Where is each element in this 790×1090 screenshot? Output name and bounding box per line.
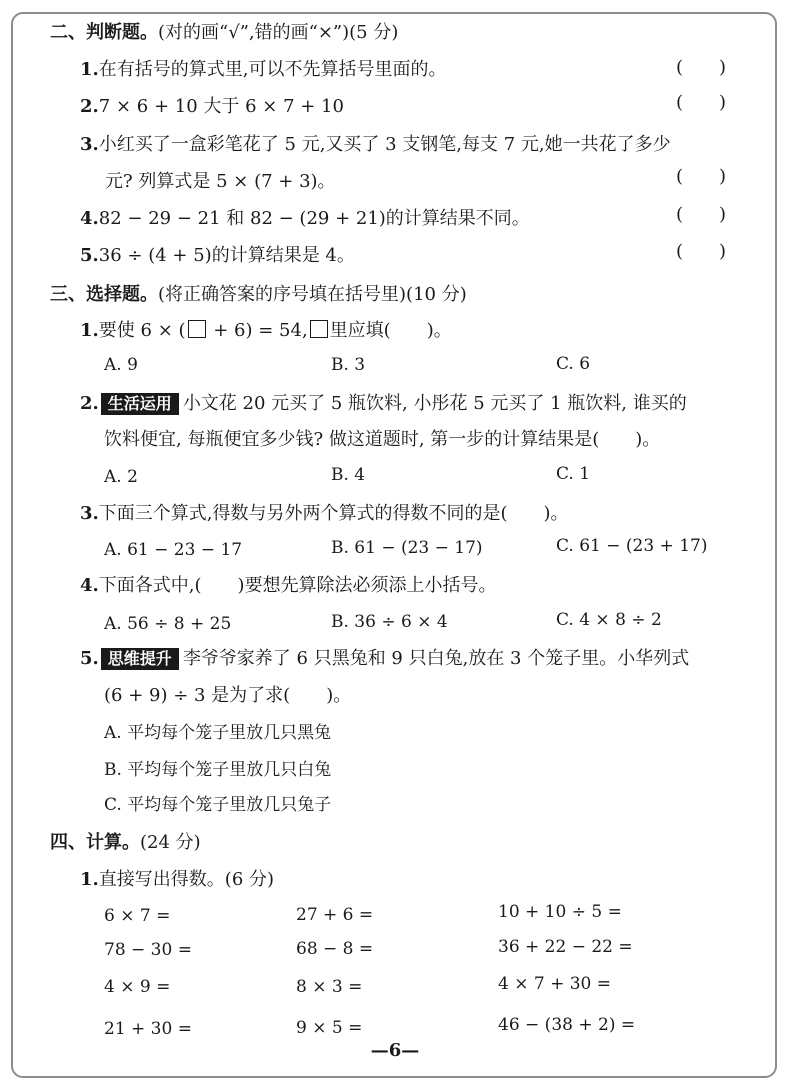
q5-text: 李爷爷家养了 6 只黑兔和 9 只白兔,放在 3 个笼子里。小华列式	[182, 648, 690, 669]
item-number: 5.	[80, 245, 99, 266]
option-a[interactable]: A. 平均每个笼子里放几只黑兔	[104, 723, 332, 743]
judge-item-3	[80, 133, 671, 157]
blank-box-icon	[188, 320, 206, 338]
calc-q1	[80, 868, 274, 892]
calc-expr[interactable]: 10 + 10 ÷ 5 =	[498, 902, 622, 922]
q3-text: 下面三个算式,得数与另外两个算式的得数不同的是( )。	[98, 503, 569, 524]
item-text: 82 − 29 − 21 和 82 − (29 + 21)的计算结果不同。	[98, 208, 530, 229]
answer-paren[interactable]: ( )	[676, 92, 727, 113]
item-number: 1.	[80, 320, 99, 341]
judge-item-1	[80, 58, 447, 82]
option-a[interactable]: A. 61 − 23 − 17	[104, 540, 243, 560]
item-number: 3.	[80, 134, 99, 155]
calc-expr[interactable]: 27 + 6 =	[296, 905, 374, 925]
answer-paren[interactable]: ( )	[676, 204, 727, 225]
choice-q4	[80, 574, 497, 598]
option-c[interactable]: C. 平均每个笼子里放几只兔子	[104, 795, 332, 815]
section4-title: 四、计算。	[50, 832, 140, 853]
option-a[interactable]: A. 9	[104, 355, 138, 375]
choice-q3	[80, 502, 569, 526]
section2-heading	[50, 21, 398, 45]
section2-title: 二、判断题。	[50, 22, 158, 43]
page-number: —6—	[370, 1040, 420, 1061]
item-number: 2.	[80, 393, 99, 414]
choice-q2-cont: 饮料便宜, 每瓶便宜多少钱? 做这道题时, 第一步的计算结果是( )。	[104, 429, 661, 450]
section4-subtitle: (24 分)	[140, 832, 201, 853]
option-a[interactable]: A. 56 ÷ 8 + 25	[104, 614, 232, 634]
choice-q5-cont: (6 + 9) ÷ 3 是为了求( )。	[104, 685, 352, 706]
option-c[interactable]: C. 61 − (23 + 17)	[556, 536, 708, 556]
option-c[interactable]: C. 4 × 8 ÷ 2	[556, 610, 662, 630]
option-b[interactable]: B. 36 ÷ 6 × 4	[331, 612, 448, 632]
calc-expr[interactable]: 36 + 22 − 22 =	[498, 937, 633, 957]
judge-item-4	[80, 207, 530, 231]
option-b[interactable]: B. 3	[331, 355, 366, 375]
item-text: 小红买了一盒彩笔花了 5 元,又买了 3 支钢笔,每支 7 元,她一共花了多少	[98, 134, 671, 155]
thinking-boost-tag: 思维提升	[101, 648, 179, 670]
choice-q2	[80, 392, 687, 416]
option-c[interactable]: C. 6	[556, 354, 591, 374]
answer-paren[interactable]: ( )	[676, 166, 727, 187]
calc-expr[interactable]: 78 − 30 =	[104, 940, 192, 960]
section4-heading	[50, 831, 201, 855]
option-c[interactable]: C. 1	[556, 464, 591, 484]
item-number: 4.	[80, 208, 99, 229]
calc-expr[interactable]: 4 × 7 + 30 =	[498, 974, 612, 994]
choice-q1	[80, 319, 452, 343]
q2-text: 小文花 20 元买了 5 瓶饮料, 小彤花 5 元买了 1 瓶饮料, 谁买的	[182, 393, 687, 414]
section2-subtitle: (对的画“√”,错的画“×”)(5 分)	[158, 22, 399, 43]
section3-heading	[50, 283, 467, 307]
section3-title: 三、选择题。	[50, 284, 158, 305]
life-application-tag: 生活运用	[101, 393, 179, 415]
option-b[interactable]: B. 61 − (23 − 17)	[331, 538, 483, 558]
q4-text: 下面各式中,( )要想先算除法必须添上小括号。	[98, 575, 497, 596]
calc-expr[interactable]: 9 × 5 =	[296, 1018, 363, 1038]
calc-expr[interactable]: 46 − (38 + 2) =	[498, 1015, 636, 1035]
item-text: 7 × 6 + 10 大于 6 × 7 + 10	[98, 96, 344, 117]
option-a[interactable]: A. 2	[104, 467, 138, 487]
calc-expr[interactable]: 21 + 30 =	[104, 1019, 192, 1039]
calc-expr[interactable]: 4 × 9 =	[104, 977, 171, 997]
q1-text-a: 要使 6 × (	[98, 320, 186, 341]
answer-paren[interactable]: ( )	[676, 57, 727, 78]
option-b[interactable]: B. 平均每个笼子里放几只白兔	[104, 760, 332, 780]
item-number: 3.	[80, 503, 99, 524]
judge-item-3-cont: 元? 列算式是 5 × (7 + 3)。	[105, 171, 336, 192]
item-text: 在有括号的算式里,可以不先算括号里面的。	[98, 59, 447, 80]
calc-q1-text: 直接写出得数。(6 分)	[98, 869, 275, 890]
choice-q5	[80, 647, 689, 671]
q1-text-c: 里应填( )。	[329, 320, 452, 341]
calc-expr[interactable]: 68 − 8 =	[296, 939, 374, 959]
judge-item-2	[80, 95, 344, 119]
calc-expr[interactable]: 6 × 7 =	[104, 906, 171, 926]
section3-subtitle: (将正确答案的序号填在括号里)(10 分)	[158, 284, 467, 305]
item-number: 1.	[80, 59, 99, 80]
item-number: 1.	[80, 869, 99, 890]
item-text: 36 ÷ (4 + 5)的计算结果是 4。	[98, 245, 355, 266]
judge-item-5	[80, 244, 355, 268]
option-b[interactable]: B. 4	[331, 465, 366, 485]
item-number: 5.	[80, 648, 99, 669]
blank-box-icon	[310, 320, 328, 338]
answer-paren[interactable]: ( )	[676, 241, 727, 262]
q1-text-b: + 6) = 54,	[207, 320, 308, 341]
calc-expr[interactable]: 8 × 3 =	[296, 977, 363, 997]
item-number: 4.	[80, 575, 99, 596]
item-number: 2.	[80, 96, 99, 117]
